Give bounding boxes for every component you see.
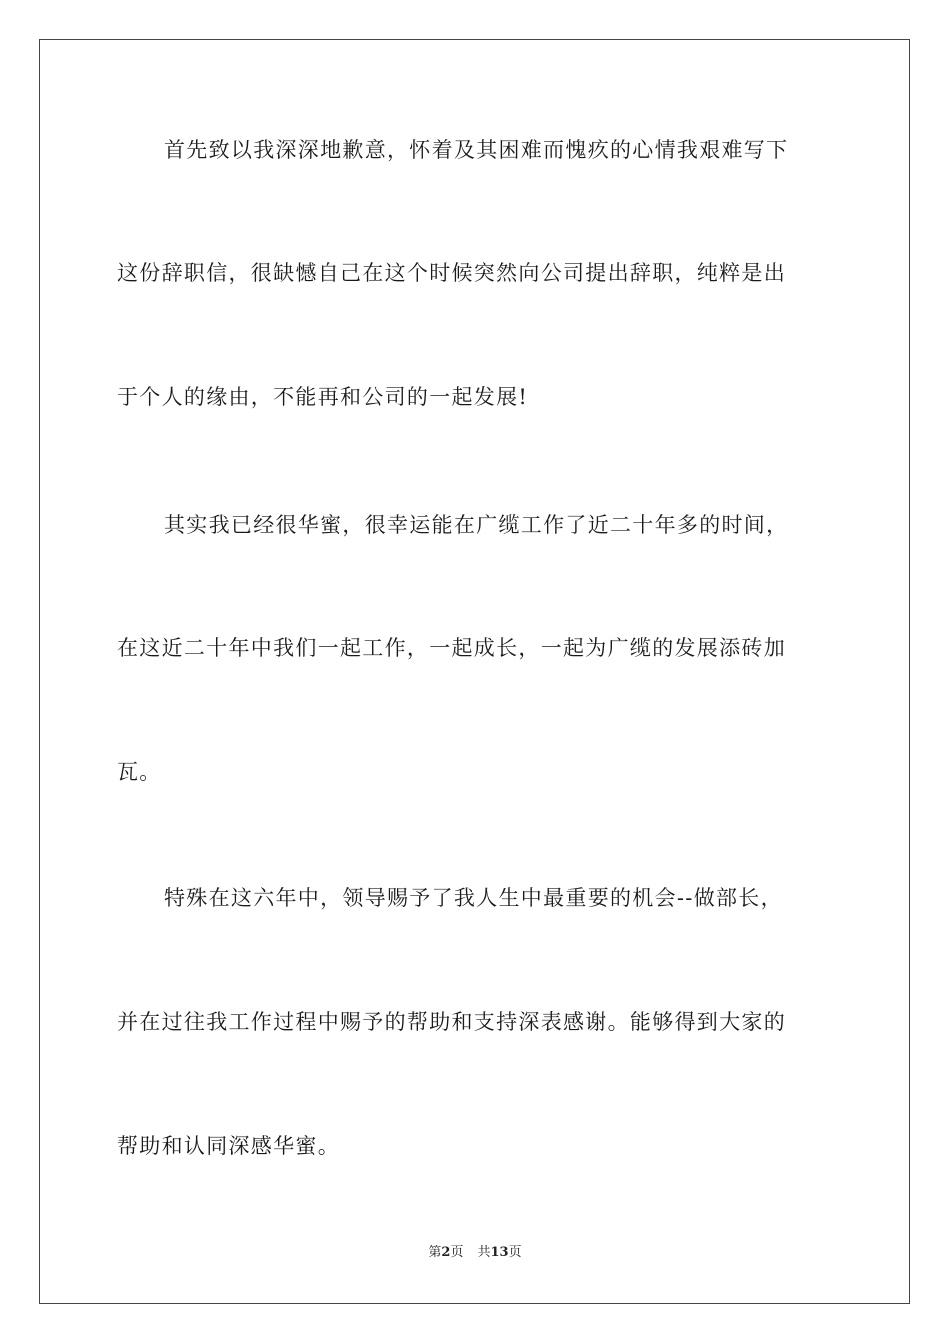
footer-page-prefix: 第 [428,1245,442,1260]
paragraph-1-line-1: 首先致以我深深地歉意，怀着及其困难而愧疚的心情我艰难写下 [164,138,789,162]
paragraph-3-line-2: 并在过往我工作过程中赐予的帮助和支持深表感谢。能够得到大家的 [117,1010,786,1034]
paragraph-2-line-3: 瓦。 [117,760,162,784]
paragraph-3-line-3: 帮助和认同深感华蜜。 [117,1134,340,1158]
paragraph-2-line-1: 其实我已经很华蜜，很幸运能在广缆工作了近二十年多的时间， [164,513,789,537]
footer-total-suffix: 页 [508,1245,522,1260]
footer-total-prefix: 共 [477,1245,491,1260]
page-border [39,39,910,1304]
footer-page-suffix: 页 [450,1245,464,1260]
paragraph-3-line-1: 特殊在这六年中，领导赐予了我人生中最重要的机会--做部长， [164,886,783,910]
paragraph-1-line-2: 这份辞职信，很缺憾自己在这个时候突然向公司提出辞职，纯粹是出 [117,261,786,285]
footer-page-number: 2 [441,1245,451,1260]
footer-total-pages: 13 [490,1245,509,1260]
paragraph-2-line-2: 在这近二十年中我们一起工作，一起成长，一起为广缆的发展添砖加 [117,636,786,660]
page-footer [0,1244,950,1262]
paragraph-1-line-3: 于个人的缘由，不能再和公司的一起发展! [117,385,529,409]
